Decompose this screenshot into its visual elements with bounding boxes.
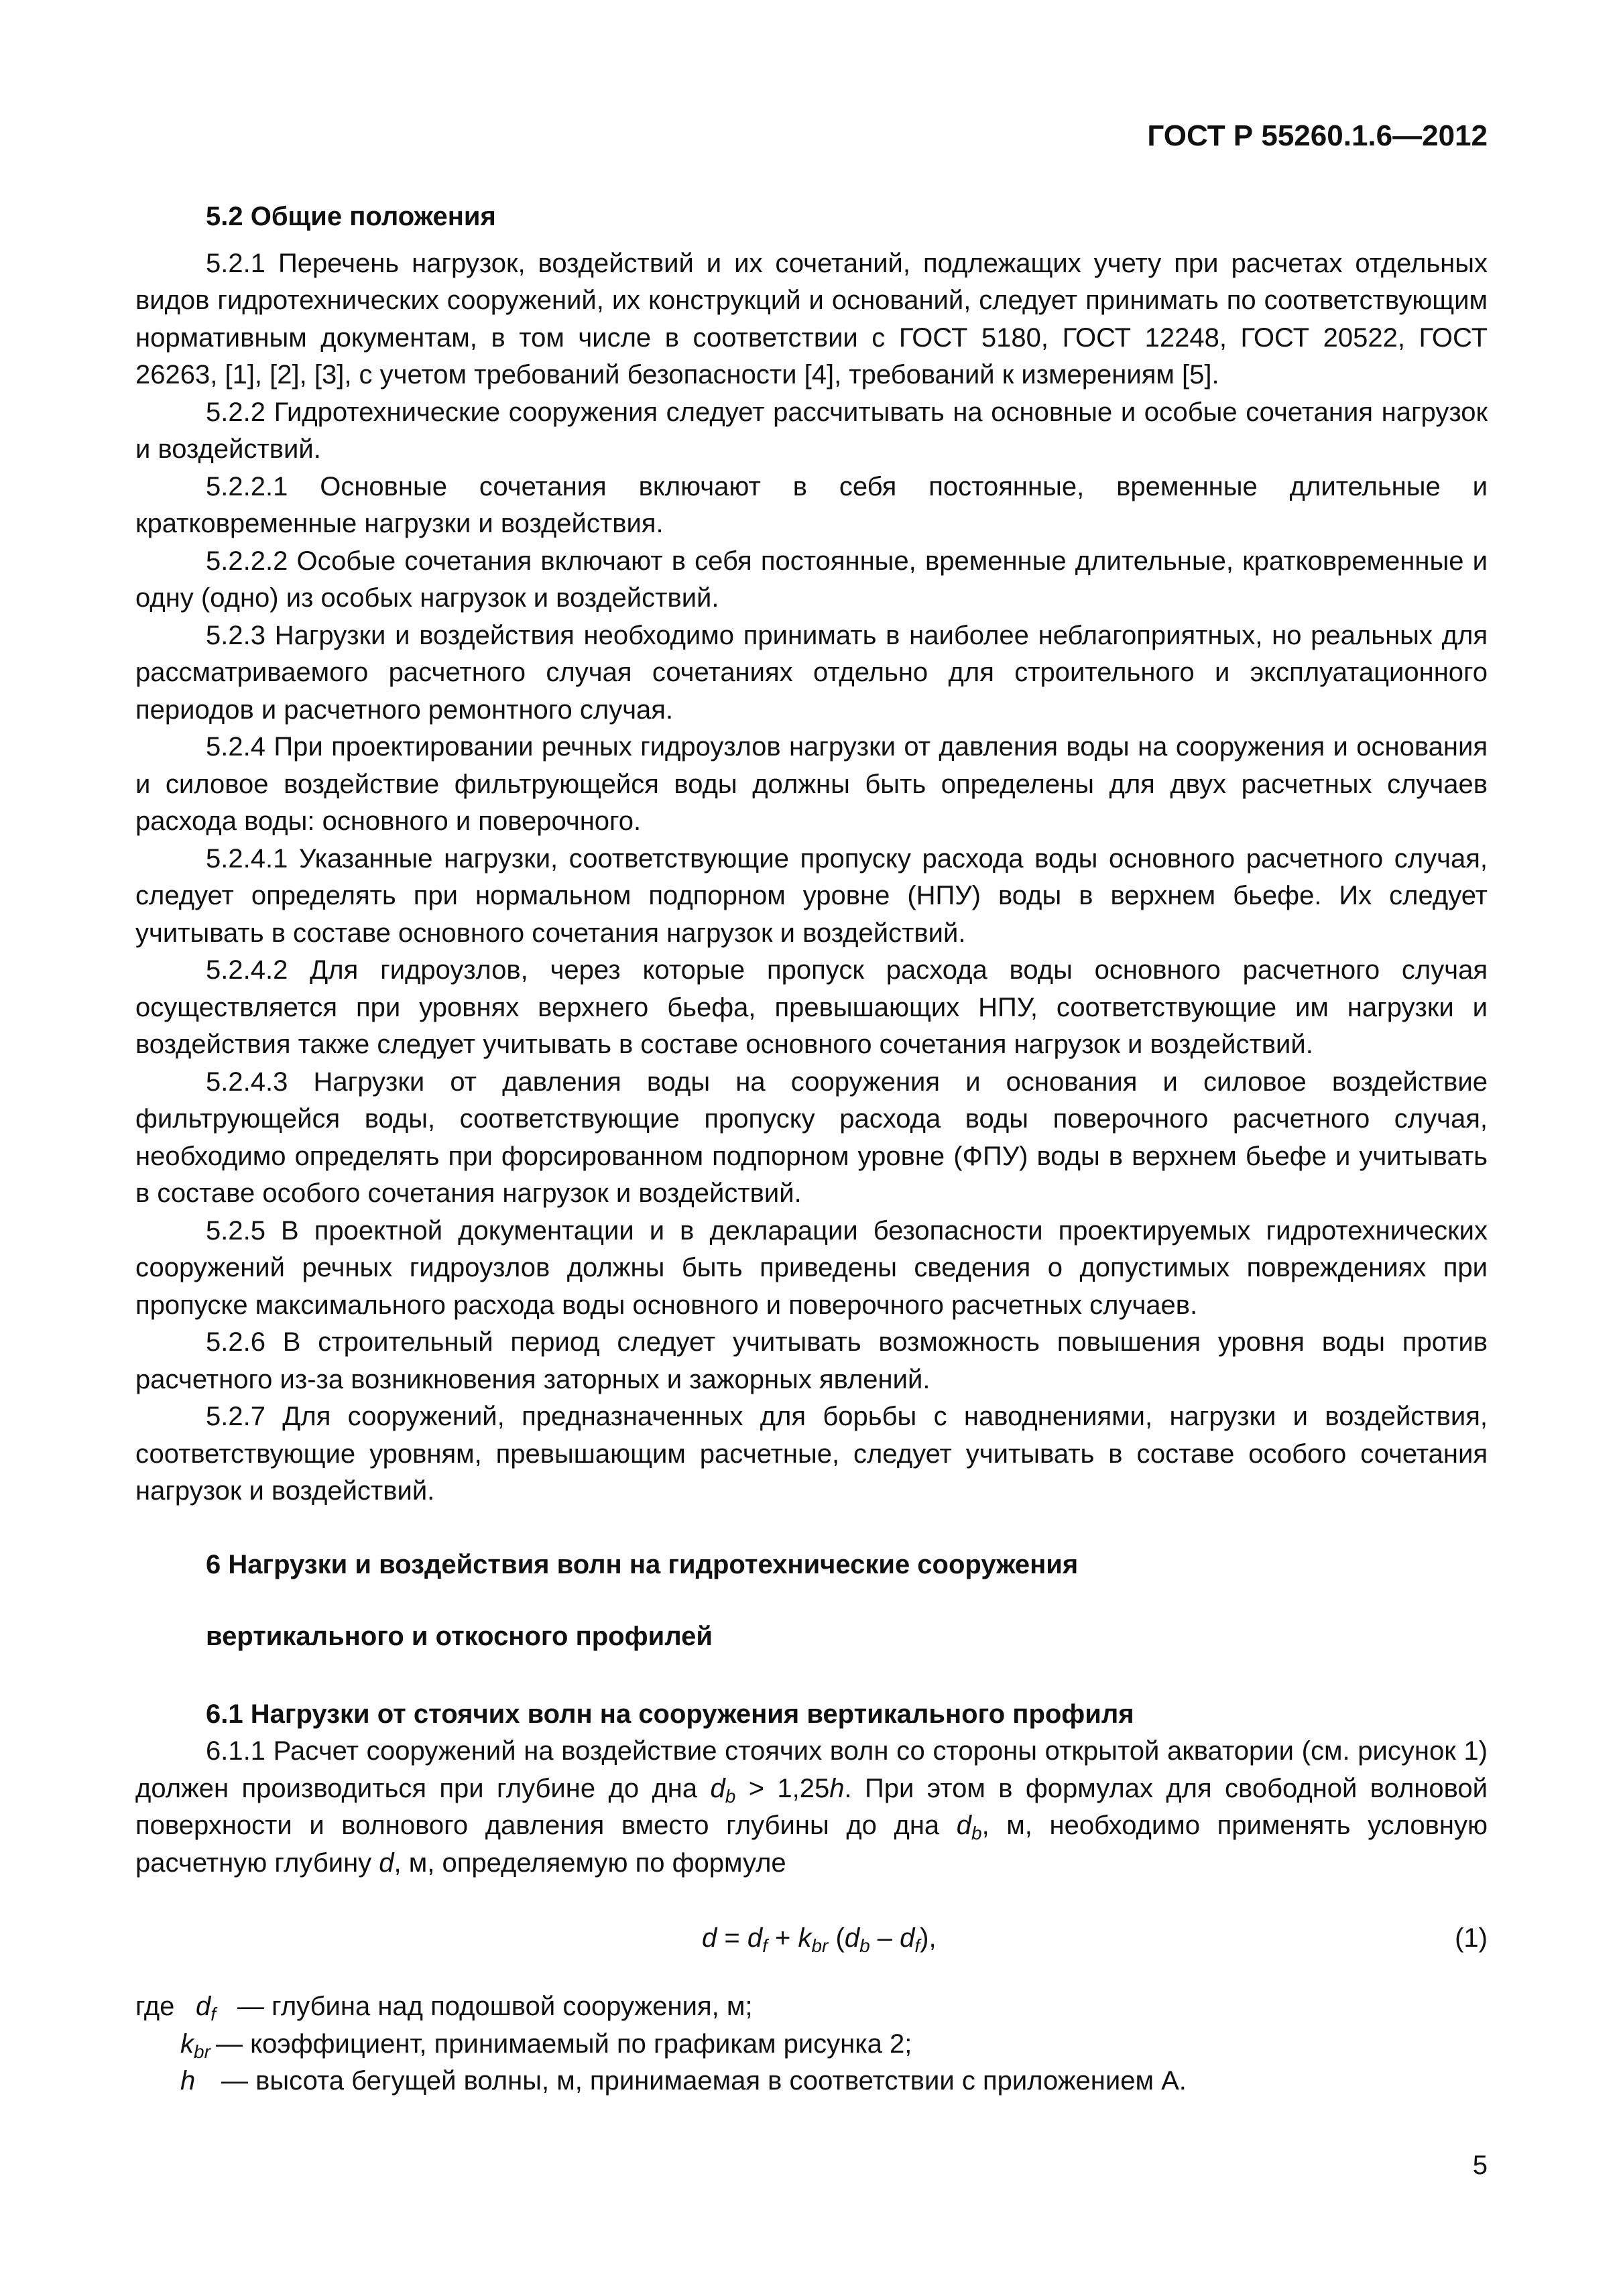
paragraph-6-1-1: 6.1.1 Расчет сооружений на воздействие стоячих волн со стороны открытой акватории (см. рисунок 1) должен производиться при глубине до дна $d_b > 1,25h$. При этом в формулах для свободной волновой поверхности и волнового давления вместо глубины до дна $d_b$, м, необходимо применять условную расчетную глубину d, м, определяемую по формуле [135, 1736, 1488, 1878]
section-6-title-line-2: вертикального и откосного профилей [206, 1622, 713, 1651]
paragraph-5-2-2: 5.2.2 Гидротехнические сооружения следует рассчитывать на основные и особые сочетания нагрузок и воздействий. [135, 397, 1488, 464]
legend-text-h: — высота бегущей волны, м, принимаемая в соответствии с приложением А. [221, 2066, 1187, 2096]
paragraph-5-2-7: 5.2.7 Для сооружений, предназначенных для борьбы с наводнениями, нагрузки и воздействия, соответствующие уровням, превышающим расчетные, следует учитывать в составе особого сочетания нагрузок и воздействий. [135, 1402, 1488, 1506]
formula-1 [135, 1918, 1488, 1958]
legend-row-kbr [135, 2026, 1488, 2063]
legend-prefix: где [135, 1992, 175, 2021]
paragraph-5-2-2-2: 5.2.2.2 Особые сочетания включают в себя постоянные, временные длительные, кратковременные и одну (одно) из особых нагрузок и воздействий. [135, 546, 1488, 613]
document-body [135, 198, 1488, 2100]
paragraph-5-2-6: 5.2.6 В строительный период следует учитывать возможность повышения уровня воды против расчетного из-за возникновения заторных и зажорных явлений. [135, 1327, 1488, 1394]
paragraph-5-2-4-1: 5.2.4.1 Указанные нагрузки, соответствующие пропуску расхода воды основного расчетного случая, следует определять при нормальном подпорном уровне (НПУ) воды в верхнем бьефе. Их следует учитывать в составе основного сочетания нагрузок и воздействий. [135, 843, 1488, 948]
formula-expression: $d = d_f + k_{br}$ $(d_b - d_f)$, [702, 1923, 937, 1956]
section-6-1-title: 6.1 Нагрузки от стоячих волн на сооружения вертикального профиля [206, 1699, 1134, 1729]
legend-symbol-df: $d_f$ [196, 1992, 217, 2025]
paragraph-5-2-5: 5.2.5 В проектной документации и в декларации безопасности проектируемых гидротехнических сооружений речных гидроузлов должны быть приведены сведения о допустимых повреждениях при пропуске максимального расхода воды основного и поверочного расчетных случаев. [135, 1215, 1488, 1320]
document-header: ГОСТ Р 55260.1.6—2012 [1147, 119, 1488, 152]
legend-text-kbr: — коэффициент, принимаемый по графикам рисунка 2; [216, 2029, 912, 2059]
paragraph-5-2-2-1: 5.2.2.1 Основные сочетания включают в себя постоянные, временные длительные и кратковременные нагрузки и воздействия. [135, 471, 1488, 538]
formula-legend [135, 1988, 1488, 2100]
section-6-title-line-1: 6 Нагрузки и воздействия волн на гидротехнические сооружения [206, 1549, 1079, 1579]
paragraph-5-2-4-3: 5.2.4.3 Нагрузки от давления воды на сооружения и основания и силовое воздействие фильтрующейся воды, соответствующие пропуску расхода воды поверочного расчетного случая, необходимо определять при форсированном подпорном уровне (ФПУ) воды в верхнем бьефе и учитывать в составе особого сочетания нагрузок и воздействий. [135, 1067, 1488, 1208]
page-number: 5 [1472, 2151, 1488, 2180]
paragraph-5-2-4-2: 5.2.4.2 Для гидроузлов, через которые пропуск расхода воды основного расчетного случая осуществляется при уровнях верхнего бьефа, превышающих НПУ, соответствующие им нагрузки и воздействия также следует учитывать в составе основного сочетания нагрузок и воздействий. [135, 955, 1488, 1059]
legend-symbol-h: h [180, 2066, 196, 2096]
legend-text-df: — глубина над подошвой сооружения, м; [237, 1992, 753, 2021]
paragraph-5-2-3: 5.2.3 Нагрузки и воздействия необходимо принимать в наиболее неблагоприятных, но реальных для рассматриваемого расчетного случая сочетаниях отдельно для строительного и эксплуатационного периодов и расчетного ремонтного случая. [135, 620, 1488, 725]
paragraph-5-2-4: 5.2.4 При проектировании речных гидроузлов нагрузки от давления воды на сооружения и основания и силовое воздействие фильтрующейся воды должны быть определены для двух расчетных случаев расхода воды: основного и поверочного. [135, 732, 1488, 836]
section-5-2-title: 5.2 Общие положения [206, 202, 496, 231]
legend-row-df [135, 1988, 1488, 2026]
legend-row-h [135, 2063, 1488, 2100]
legend-symbol-kbr: $k_{br}$ [180, 2029, 211, 2062]
formula-number: (1) [1455, 1923, 1488, 1953]
paragraph-5-2-1: 5.2.1 Перечень нагрузок, воздействий и их сочетаний, подлежащих учету при расчетах отдельных видов гидротехнических сооружений, их конструкций и оснований, следует принимать по соответствующим нормативным документам, в том числе в соответствии с ГОСТ 5180, ГОСТ 12248, ГОСТ 20522, ГОСТ 26263, [1], [2], [3], с учетом требований безопасности [4], требований к измерениям [5]. [135, 248, 1488, 389]
